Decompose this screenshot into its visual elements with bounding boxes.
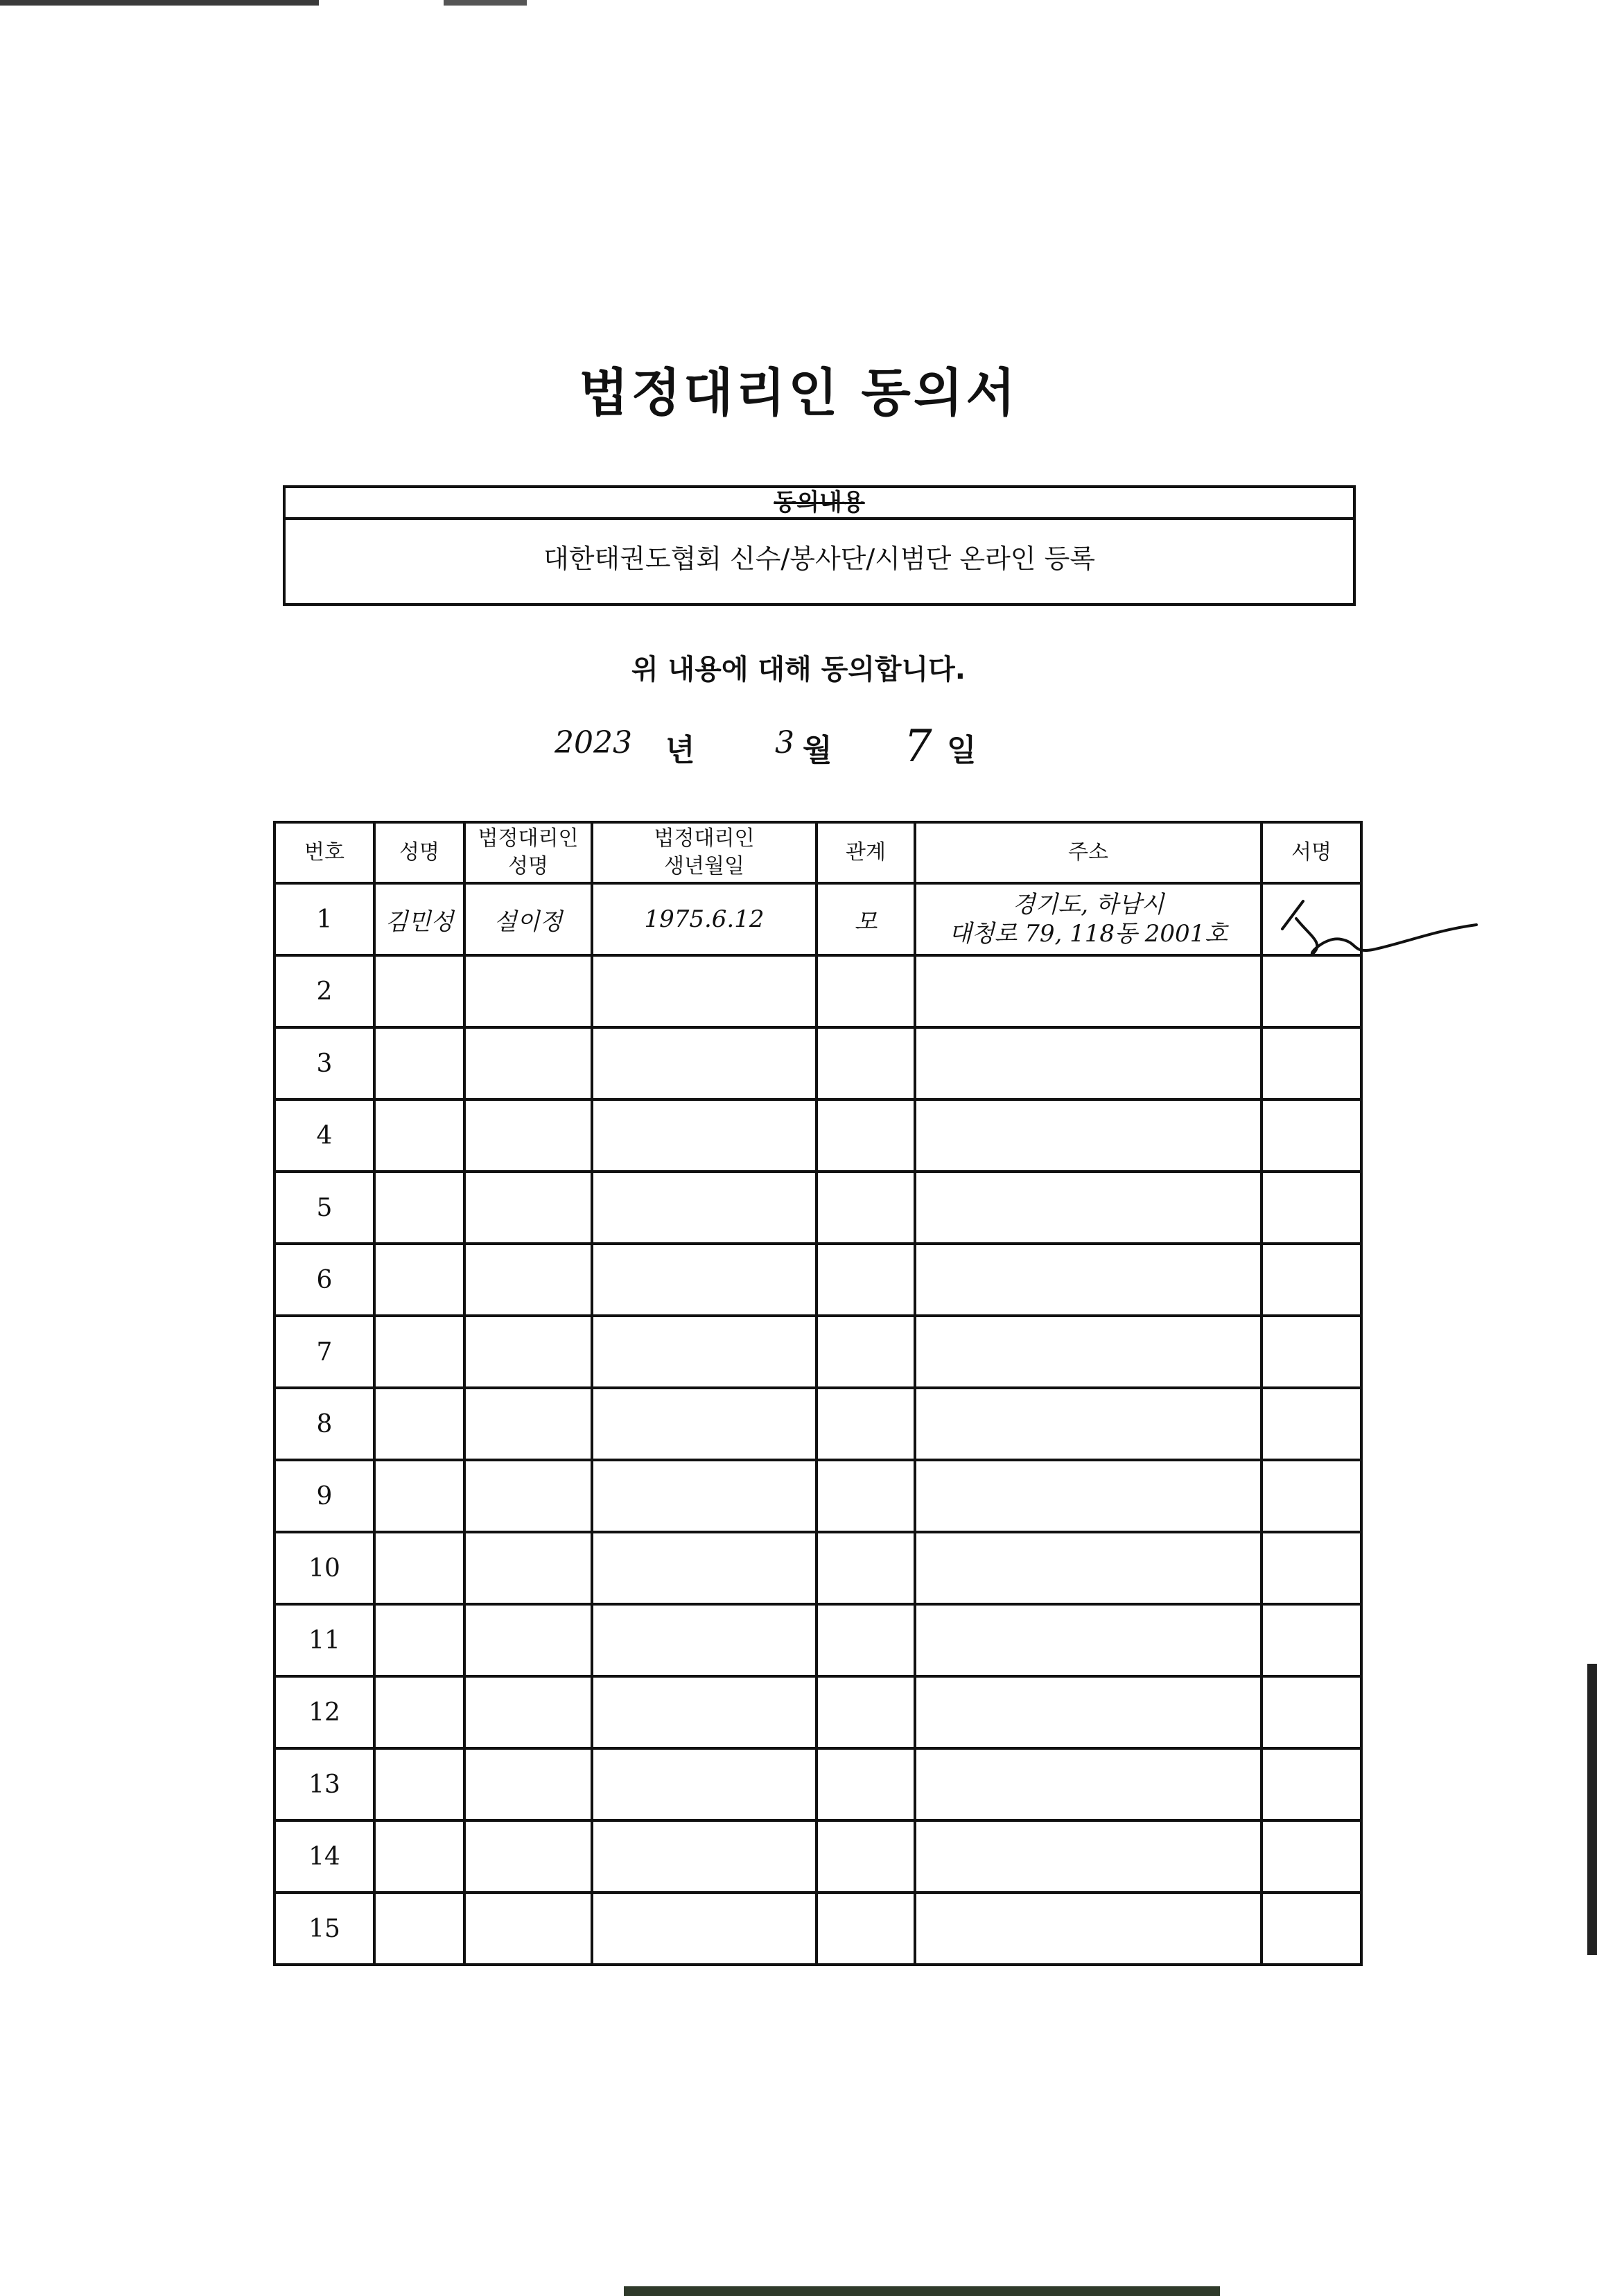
row-no: 11 [274, 1604, 374, 1676]
row-name [374, 1027, 464, 1099]
row-birth [592, 1388, 817, 1460]
row-guardian-name [464, 1244, 592, 1316]
row-guardian-name: 설이정 [464, 883, 592, 955]
row-name [374, 1748, 464, 1820]
header-guardian-birth-line2: 생년월일 [664, 854, 744, 878]
row-signature [1262, 1676, 1361, 1748]
scan-edge-top [0, 0, 1597, 6]
handwritten-signature [1275, 887, 1483, 971]
row-address [915, 1172, 1262, 1244]
row-relation [817, 1099, 915, 1172]
table-row [274, 1244, 1361, 1316]
row-no: 9 [274, 1460, 374, 1532]
row-no: 14 [274, 1820, 374, 1893]
row-relation [817, 1676, 915, 1748]
row-guardian-name [464, 1316, 592, 1388]
row-address [915, 1099, 1262, 1172]
row-signature [1262, 1316, 1361, 1388]
row-birth [592, 1099, 817, 1172]
row-relation [817, 1893, 915, 1965]
row-relation [817, 1748, 915, 1820]
scan-edge-right [1587, 1664, 1597, 1955]
page-title: 법정대리인 동의서 [579, 363, 1018, 423]
row-address [915, 1604, 1262, 1676]
row-signature [1262, 1099, 1361, 1172]
row-name [374, 955, 464, 1027]
header-guardian-name-line1: 법정대리인 [478, 826, 579, 851]
row-no: 8 [274, 1388, 374, 1460]
table-row [274, 955, 1361, 1027]
table-row [274, 1748, 1361, 1820]
row-guardian-name [464, 1604, 592, 1676]
row-name [374, 1099, 464, 1172]
date-line [0, 721, 1597, 774]
guardian-table [273, 821, 1363, 1966]
row-name [374, 1820, 464, 1893]
row-signature [1262, 1244, 1361, 1316]
row-relation: 모 [817, 883, 915, 955]
row-relation [817, 1388, 915, 1460]
table-row [274, 1099, 1361, 1172]
row-birth [592, 1172, 817, 1244]
table-row [274, 1676, 1361, 1748]
row-no: 1 [274, 883, 374, 955]
row-no: 5 [274, 1172, 374, 1244]
row-relation [817, 1460, 915, 1532]
row-guardian-name [464, 1820, 592, 1893]
row-birth [592, 1532, 817, 1604]
row-name [374, 1893, 464, 1965]
row-birth [592, 955, 817, 1027]
row-name [374, 1676, 464, 1748]
header-name: 성명 [374, 822, 464, 883]
header-guardian-birth-line1: 법정대리인 [654, 826, 755, 851]
row-address [915, 1676, 1262, 1748]
row-signature [1262, 1820, 1361, 1893]
row-guardian-name [464, 955, 592, 1027]
row-no: 13 [274, 1748, 374, 1820]
row-no: 6 [274, 1244, 374, 1316]
row-birth [592, 1027, 817, 1099]
row-address [915, 883, 1262, 955]
header-guardian-name [464, 822, 592, 883]
table-row [274, 1893, 1361, 1965]
row-address [915, 955, 1262, 1027]
table-row [274, 883, 1361, 955]
row-address-line1: 경기도, 하남시 [1012, 891, 1164, 919]
row-guardian-name [464, 1532, 592, 1604]
row-signature [1262, 1388, 1361, 1460]
header-guardian-birth [592, 822, 817, 883]
row-no: 12 [274, 1676, 374, 1748]
row-address [915, 1388, 1262, 1460]
row-address [915, 1316, 1262, 1388]
row-name [374, 1460, 464, 1532]
header-guardian-name-line2: 성명 [508, 854, 548, 878]
table-row [274, 1172, 1361, 1244]
table-row [274, 1388, 1361, 1460]
row-birth [592, 1748, 817, 1820]
row-no: 2 [274, 955, 374, 1027]
date-day: 7 [904, 721, 932, 772]
row-birth [592, 1604, 817, 1676]
row-address [915, 1748, 1262, 1820]
date-year: 2023 [555, 725, 632, 760]
table-row [274, 1820, 1361, 1893]
row-signature [1262, 1532, 1361, 1604]
row-signature [1262, 1172, 1361, 1244]
date-day-unit: 일 [947, 733, 977, 768]
consent-box [283, 485, 1356, 606]
consent-text: 대한태권도협회 신수/봉사단/시범단 온라인 등록 [543, 543, 1095, 574]
row-address [915, 1820, 1262, 1893]
date-month: 3 [775, 725, 794, 760]
row-relation [817, 1027, 915, 1099]
row-guardian-name [464, 1893, 592, 1965]
table-row [274, 1316, 1361, 1388]
row-relation [817, 1604, 915, 1676]
row-guardian-name [464, 1099, 592, 1172]
row-name [374, 1604, 464, 1676]
table-header-row [274, 822, 1361, 883]
row-name [374, 1244, 464, 1316]
row-address [915, 1532, 1262, 1604]
row-relation [817, 1820, 915, 1893]
row-birth [592, 1316, 817, 1388]
row-no: 7 [274, 1316, 374, 1388]
row-birth [592, 1676, 817, 1748]
table-row [274, 1532, 1361, 1604]
row-no: 10 [274, 1532, 374, 1604]
row-address-line2: 대청로 79, 118동 2001호 [948, 920, 1228, 948]
row-address [915, 1460, 1262, 1532]
row-signature [1262, 1748, 1361, 1820]
row-relation [817, 1172, 915, 1244]
row-no: 3 [274, 1027, 374, 1099]
row-birth [592, 1820, 817, 1893]
row-guardian-name [464, 1027, 592, 1099]
table-row [274, 1604, 1361, 1676]
row-address [915, 1244, 1262, 1316]
header-relation: 관계 [817, 822, 915, 883]
row-birth [592, 1460, 817, 1532]
row-signature [1262, 1893, 1361, 1965]
row-relation [817, 1316, 915, 1388]
row-address [915, 1027, 1262, 1099]
row-guardian-name [464, 1460, 592, 1532]
row-guardian-name [464, 1676, 592, 1748]
row-name [374, 1316, 464, 1388]
row-signature [1262, 1460, 1361, 1532]
row-guardian-name [464, 1172, 592, 1244]
row-birth [592, 1244, 817, 1316]
table-row [274, 1027, 1361, 1099]
row-name [374, 1172, 464, 1244]
date-year-unit: 년 [665, 733, 695, 768]
agree-statement: 위 내용에 대해 동의합니다. [631, 654, 966, 686]
date-month-unit: 월 [803, 733, 832, 768]
row-signature [1262, 1027, 1361, 1099]
row-address [915, 1893, 1262, 1965]
row-no: 4 [274, 1099, 374, 1172]
row-birth [592, 1893, 817, 1965]
header-no: 번호 [274, 822, 374, 883]
row-name [374, 1532, 464, 1604]
row-birth: 1975.6.12 [592, 883, 817, 955]
scan-edge-bottom [624, 2286, 1220, 2296]
row-relation [817, 1532, 915, 1604]
header-signature: 서명 [1262, 822, 1361, 883]
row-relation [817, 1244, 915, 1316]
row-guardian-name [464, 1748, 592, 1820]
header-address: 주소 [915, 822, 1262, 883]
table-row [274, 1460, 1361, 1532]
row-guardian-name [464, 1388, 592, 1460]
row-no: 15 [274, 1893, 374, 1965]
row-name: 김민성 [374, 883, 464, 955]
row-signature [1262, 1604, 1361, 1676]
consent-header: 동의내용 [286, 488, 1353, 520]
row-name [374, 1388, 464, 1460]
row-relation [817, 955, 915, 1027]
